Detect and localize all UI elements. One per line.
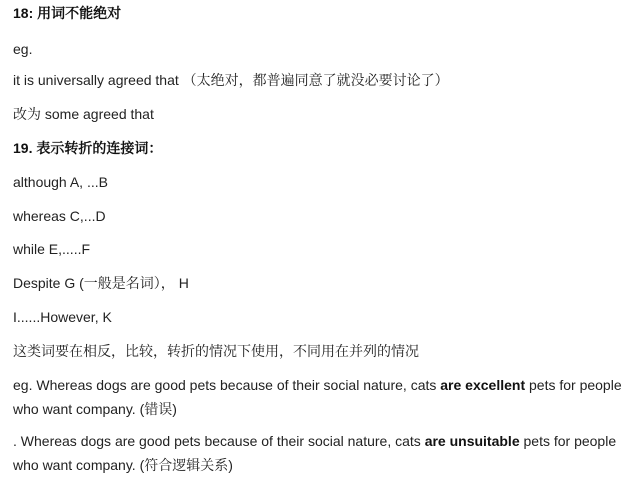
example-right (13, 429, 633, 477)
heading-18: 18: 用词不能绝对 (13, 5, 122, 21)
example-wrong-bold: are excellent (440, 377, 526, 393)
replacement-phrase: 改为 some agreed that (13, 106, 154, 122)
usage-note: 这类词要在相反，比较，转折的情况下使用，不同用在并列的情况 (13, 343, 419, 359)
conjunction-while: while E,.....F (13, 241, 91, 257)
conjunction-although: although A, ...B (13, 174, 108, 190)
example-wrong-after: pets for people who want company. (错误) (13, 377, 622, 417)
example-right-bold: are unsuitable (424, 433, 520, 449)
example-wrong (13, 373, 633, 421)
example-right-after: pets for people who want company. (符合逻辑关系) (13, 433, 617, 473)
heading-19: 19. 表示转折的连接词： (13, 140, 163, 156)
example-right-before: . Whereas dogs are good pets because of their social nature, cats (13, 433, 425, 449)
example-wrong-before: eg. Whereas dogs are good pets because of their social nature, cats (13, 377, 441, 393)
conjunction-despite: Despite G (一般是名词）， H (13, 275, 189, 291)
conjunction-whereas: whereas C,...D (13, 208, 106, 224)
conjunction-however: I......However, K (13, 309, 112, 325)
example-absolute-phrase: it is universally agreed that （太绝对，都普遍同意了就没必要讨论了） (13, 72, 449, 88)
eg-label: eg. (13, 41, 33, 57)
